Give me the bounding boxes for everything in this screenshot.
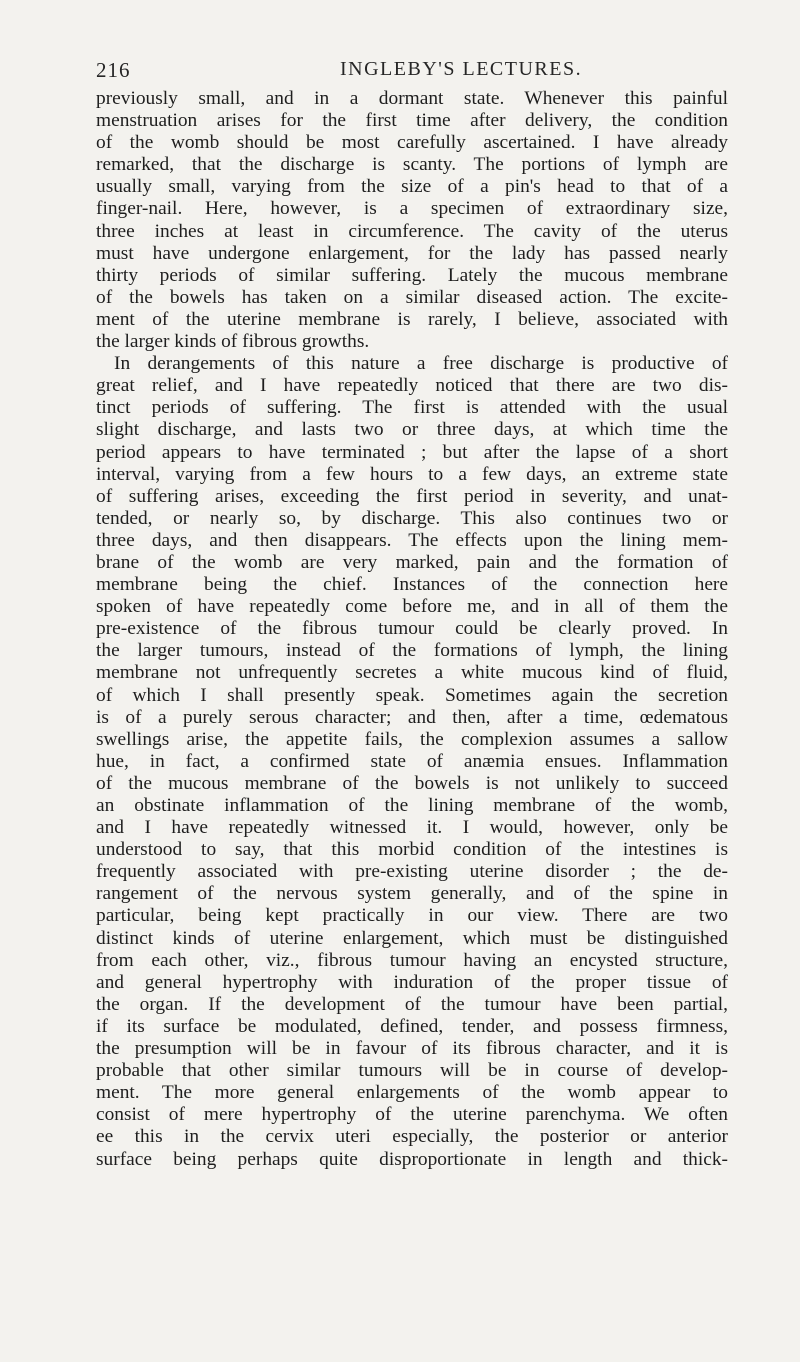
text-line: of the mucous membrane of the bowels is not unlikely to succeed [96, 772, 728, 794]
text-line: ment. The more general enlargements of the womb appear to [96, 1082, 728, 1104]
text-line: is of a purely serous character; and then, after a time, œdematous [96, 706, 728, 728]
text-line: period appears to have terminated ; but after the lapse of a short [96, 441, 728, 463]
text-line: understood to say, that this morbid condition of the intestines is [96, 839, 728, 861]
text-line: the presumption will be in favour of its fibrous character, and it is [96, 1038, 728, 1060]
text-line: rangement of the nervous system generally, and of the spine in [96, 883, 728, 905]
text-line: membrane being the chief. Instances of the connection here [96, 574, 728, 596]
text-line: the larger tumours, instead of the formations of lymph, the lining [96, 640, 728, 662]
text-line: three inches at least in circumference. The cavity of the uterus [96, 220, 728, 242]
text-line: the organ. If the development of the tumour have been partial, [96, 993, 728, 1015]
text-line: ee this in the cervix uteri especially, the posterior or anterior [96, 1126, 728, 1148]
text-line: consist of mere hypertrophy of the uterine parenchyma. We often [96, 1104, 728, 1126]
text-line: tended, or nearly so, by discharge. This also continues two or [96, 507, 728, 529]
text-line: and I have repeatedly witnessed it. I would, however, only be [96, 817, 728, 839]
text-line: slight discharge, and lasts two or three days, at which time the [96, 419, 728, 441]
running-head [0, 58, 800, 88]
text-line: remarked, that the discharge is scanty. The portions of lymph are [96, 154, 728, 176]
text-line: of the bowels has taken on a similar diseased action. The excite- [96, 286, 728, 308]
text-line: of the womb should be most carefully ascertained. I have already [96, 132, 728, 154]
text-line: menstruation arises for the first time after delivery, the condition [96, 110, 728, 132]
text-line: swellings arise, the appetite fails, the complexion assumes a sallow [96, 728, 728, 750]
text-line: if its surface be modulated, defined, tender, and possess firmness, [96, 1015, 728, 1037]
text-line: of suffering arises, exceeding the first period in severity, and unat- [96, 485, 728, 507]
text-line: surface being perhaps quite disproportionate in length and thick- [96, 1148, 728, 1170]
text-line: particular, being kept practically in our view. There are two [96, 905, 728, 927]
page-number: 216 [96, 58, 131, 82]
body-text [96, 88, 728, 1171]
text-line: must have undergone enlargement, for the lady has passed nearly [96, 242, 728, 264]
text-line: brane of the womb are very marked, pain and the formation of [96, 551, 728, 573]
text-line: finger-nail. Here, however, is a specimen of extraordinary size, [96, 198, 728, 220]
text-line: probable that other similar tumours will be in course of develop- [96, 1060, 728, 1082]
text-line: frequently associated with pre-existing uterine disorder ; the de- [96, 861, 728, 883]
text-line: hue, in fact, a confirmed state of anæmia ensues. Inflammation [96, 750, 728, 772]
text-line: great relief, and I have repeatedly noticed that there are two dis- [96, 375, 728, 397]
text-line: interval, varying from a few hours to a few days, an extreme state [96, 463, 728, 485]
text-line: the larger kinds of fibrous growths. [96, 331, 370, 353]
text-line: from each other, viz., fibrous tumour having an encysted structure, [96, 949, 728, 971]
text-line: tinct periods of suffering. The first is attended with the usual [96, 397, 728, 419]
text-line: membrane not unfrequently secretes a white mucous kind of fluid, [96, 662, 728, 684]
text-line: distinct kinds of uterine enlargement, which must be distinguished [96, 927, 728, 949]
text-line: In derangements of this nature a free discharge is productive of [114, 353, 728, 375]
text-line: ment of the uterine membrane is rarely, I believe, associated with [96, 308, 728, 330]
text-line: pre-existence of the fibrous tumour could be clearly proved. In [96, 618, 728, 640]
text-line: an obstinate inflammation of the lining membrane of the womb, [96, 795, 728, 816]
text-line: previously small, and in a dormant state. Whenever this painful [96, 88, 728, 109]
text-line: thirty periods of similar suffering. Lately the mucous membrane [96, 264, 728, 286]
text-line: usually small, varying from the size of a pin's head to that of a [96, 176, 728, 198]
text-line: of which I shall presently speak. Sometimes again the secretion [96, 684, 728, 706]
running-title: INGLEBY'S LECTURES. [340, 58, 583, 80]
text-line: three days, and then disappears. The effects upon the lining mem- [96, 529, 728, 551]
text-line: and general hypertrophy with induration of the proper tissue of [96, 971, 728, 993]
text-line: spoken of have repeatedly come before me, and in all of them the [96, 596, 728, 618]
